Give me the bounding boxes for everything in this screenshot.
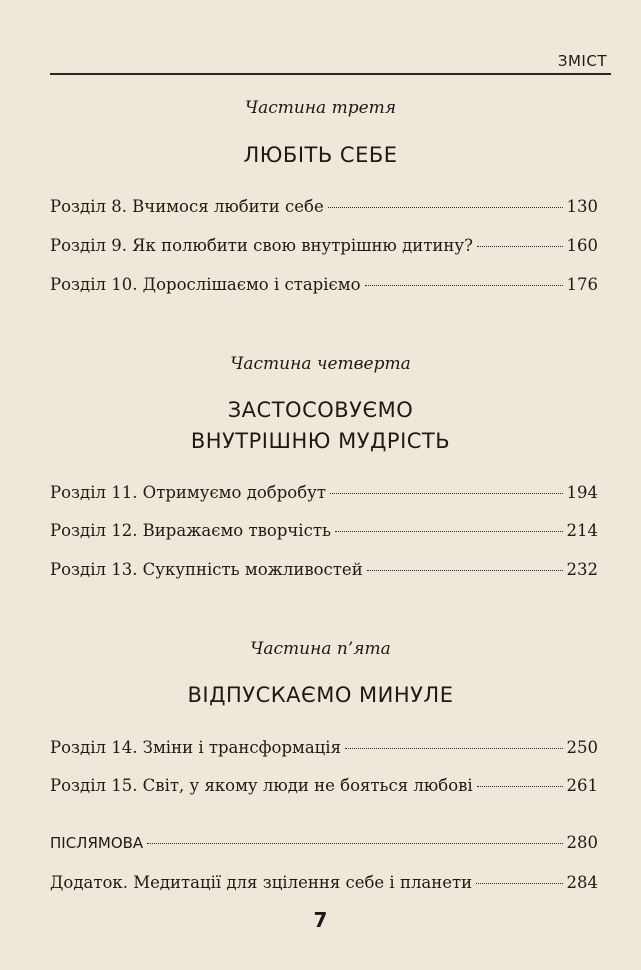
part-title-line: ЗАСТОСОВУЄМО: [227, 398, 414, 422]
toc-entry-title: Розділ 9. Як полюбити свою внутрішню дитину?: [50, 236, 473, 255]
toc-entry[interactable]: [50, 776, 598, 795]
leader-dots: [147, 843, 562, 844]
toc-entry-title: Розділ 11. Отримуємо добробут: [50, 483, 326, 502]
toc-entry-page: 160: [566, 236, 598, 255]
toc-entry[interactable]: [50, 483, 598, 502]
toc-entry-title: Розділ 8. Вчимося любити себе: [50, 197, 324, 216]
part-title-line: ВНУТРІШНЮ МУДРІСТЬ: [190, 429, 451, 453]
toc-entry-page: 280: [566, 833, 598, 852]
toc-entry-page: 194: [566, 483, 598, 502]
part-label: Частина п’ята: [250, 639, 391, 659]
toc-entry-afterword[interactable]: [50, 833, 598, 852]
leader-dots: [477, 786, 563, 787]
toc-entry-title: Розділ 10. Дорослішаємо і старіємо: [50, 275, 361, 294]
toc-entry-page: 176: [566, 275, 598, 294]
leader-dots: [365, 285, 563, 286]
toc-entry-page: 284: [566, 873, 598, 892]
leader-dots: [367, 570, 563, 571]
toc-entry-title: Додаток. Медитації для зцілення себе і планети: [50, 873, 473, 892]
toc-entry-page: 250: [566, 738, 598, 757]
toc-entry[interactable]: [50, 738, 598, 757]
leader-dots: [476, 883, 562, 884]
part-title: ВІДПУСКАЄМО МИНУЛЕ: [187, 683, 454, 707]
toc-entry-title: ПІСЛЯМОВА: [50, 834, 144, 852]
leader-dots: [345, 748, 563, 749]
running-header: ЗМІСТ: [557, 52, 607, 70]
leader-dots: [335, 531, 563, 532]
toc-entry-page: 232: [566, 560, 598, 579]
leader-dots: [328, 207, 563, 208]
toc-entry-title: Розділ 13. Сукупність можливостей: [50, 560, 363, 579]
toc-entry[interactable]: [50, 197, 598, 216]
part-title: ЛЮБІТЬ СЕБЕ: [243, 143, 398, 167]
toc-entry[interactable]: [50, 275, 598, 294]
leader-dots: [477, 246, 563, 247]
toc-entry[interactable]: [50, 236, 598, 255]
header-rule: [50, 73, 611, 75]
toc-entry-page: 130: [566, 197, 598, 216]
toc-entry[interactable]: [50, 521, 598, 540]
toc-entry-title: Розділ 15. Світ, у якому люди не бояться любові: [50, 776, 473, 795]
toc-entry-page: 261: [566, 776, 598, 795]
page-number: 7: [313, 908, 328, 932]
part-label: Частина третя: [244, 98, 397, 118]
toc-entry-appendix[interactable]: [50, 873, 598, 892]
toc-entry-title: Розділ 14. Зміни і трансформація: [50, 738, 341, 757]
toc-entry[interactable]: [50, 560, 598, 579]
toc-entry-page: 214: [566, 521, 598, 540]
leader-dots: [330, 493, 563, 494]
part-label: Частина четверта: [230, 354, 411, 374]
toc-entry-title: Розділ 12. Виражаємо творчість: [50, 521, 331, 540]
